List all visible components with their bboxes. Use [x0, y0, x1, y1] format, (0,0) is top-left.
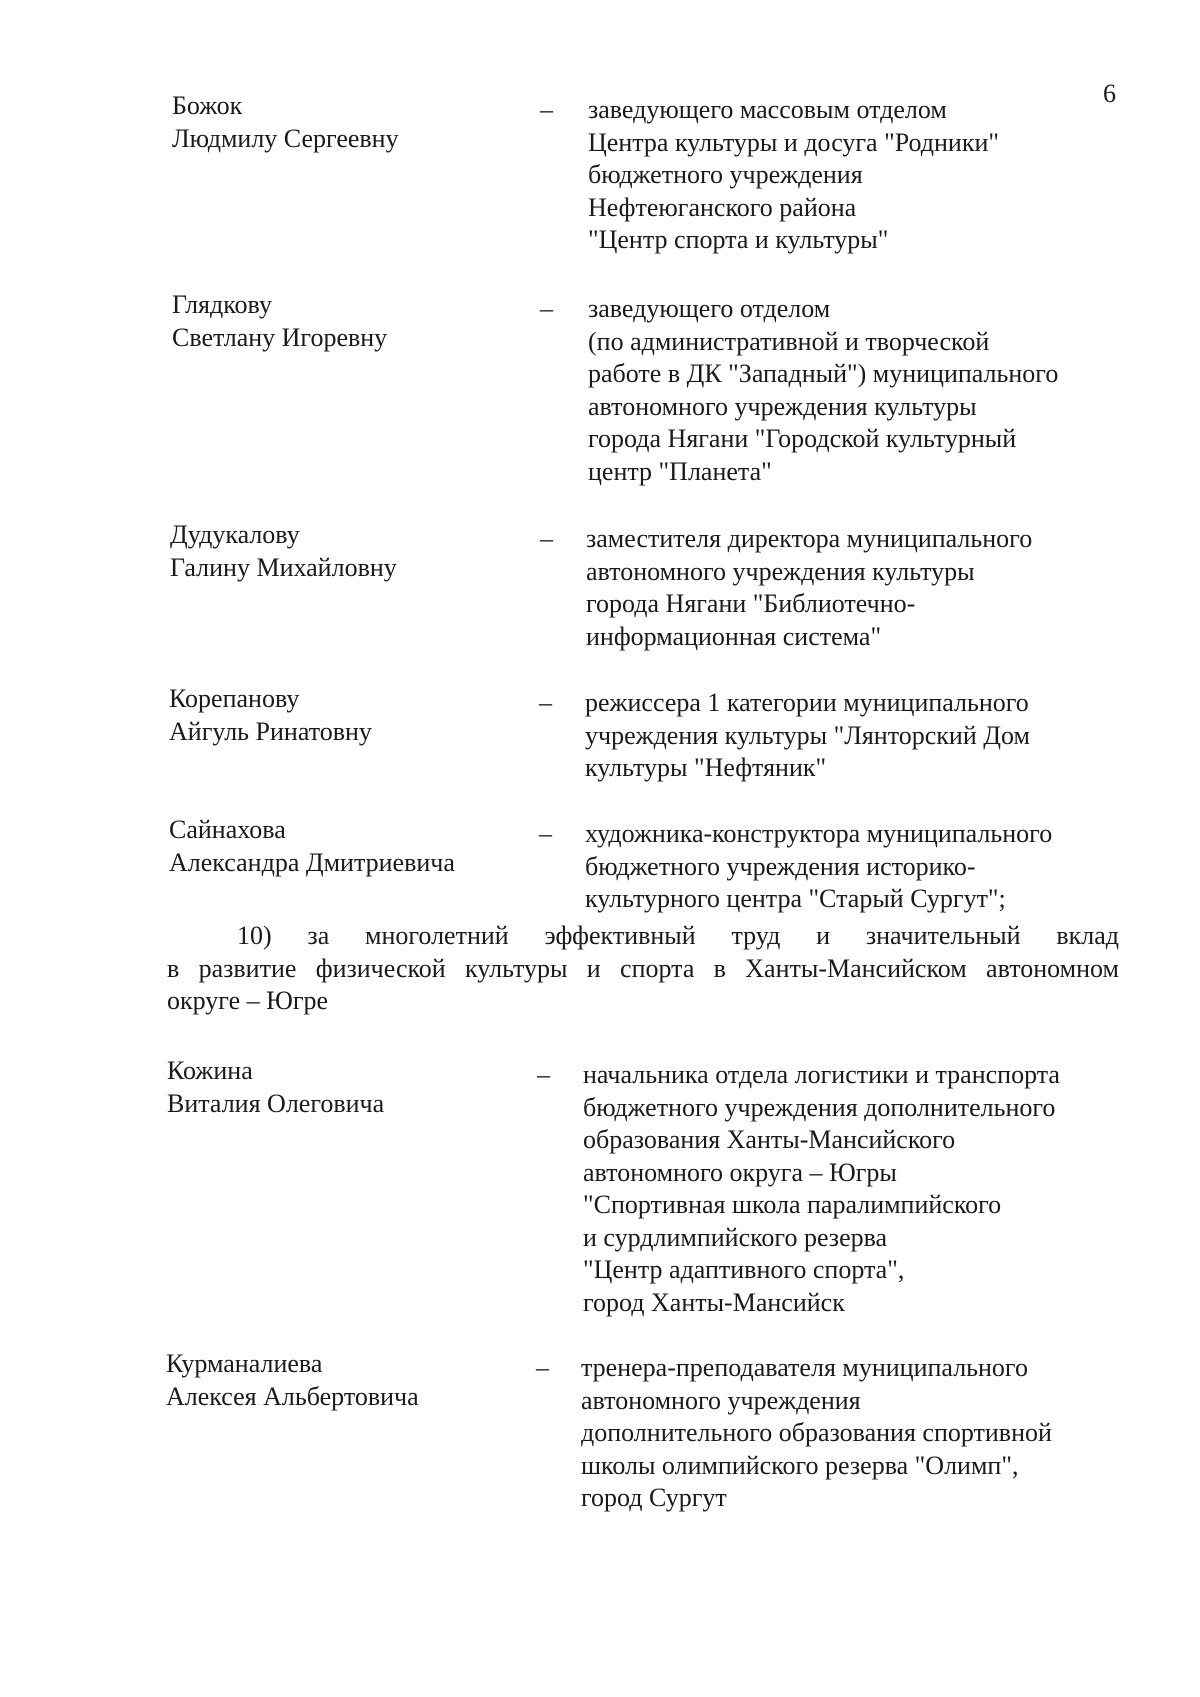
description-line: заведующего массовым отделом: [588, 95, 947, 124]
description-line: школы олимпийского резерва "Олимп",: [581, 1450, 1019, 1480]
description-line: автономного учреждения культуры: [588, 391, 977, 421]
position-description: [586, 523, 1106, 653]
description-line: "Спортивная школа паралимпийского: [583, 1190, 1002, 1219]
description-line: Центра культуры и досуга "Родники": [588, 127, 999, 157]
surname: Курманалиева: [166, 1349, 323, 1378]
dash-separator: –: [540, 294, 553, 323]
section-paragraph: [167, 920, 1119, 1018]
given-names: Галину Михайловну: [170, 552, 397, 582]
description-line: и сурдлимпийского резерва: [583, 1222, 888, 1252]
description-line: работе в ДК "Западный") муниципального: [588, 359, 1059, 388]
surname: Божок: [172, 91, 243, 120]
paragraph-line: 10) за многолетний эффективный труд и значительный вклад: [237, 921, 1119, 950]
given-names: Людмилу Сергеевну: [172, 123, 399, 153]
person-name: [172, 289, 542, 354]
description-line: заместителя директора муниципального: [586, 524, 1033, 553]
description-line: культурного центра "Старый Сургут";: [585, 884, 1006, 913]
description-line: культуры "Нефтяник": [585, 753, 827, 782]
description-line: города Нягани "Библиотечно-: [586, 589, 916, 618]
person-name: [167, 1055, 537, 1120]
person-name: [170, 519, 540, 584]
surname: Дудукалову: [170, 520, 300, 549]
surname: Кожина: [167, 1056, 253, 1085]
given-names: Светлану Игоревну: [172, 322, 388, 352]
dash-separator: –: [540, 95, 553, 124]
position-description: [581, 1352, 1101, 1515]
description-line: бюджетного учреждения историко-: [585, 851, 976, 881]
description-line: "Центр спорта и культуры": [588, 225, 889, 254]
surname: Сайнахова: [169, 815, 286, 844]
surname: Корепанову: [169, 684, 300, 713]
description-line: (по административной и творческой: [588, 326, 990, 356]
dash-separator: –: [537, 1060, 550, 1089]
description-line: автономного учреждения культуры: [586, 556, 975, 586]
description-line: Нефтеюганского района: [588, 192, 857, 222]
description-line: заведующего отделом: [588, 294, 831, 323]
description-line: начальника отдела логистики и транспорта: [583, 1060, 1060, 1089]
description-line: образования Ханты-Мансийского: [583, 1125, 956, 1154]
position-description: [583, 1059, 1103, 1319]
paragraph-line: округе – Югре: [167, 986, 329, 1015]
surname: Глядкову: [172, 290, 272, 319]
description-line: город Сургут: [581, 1483, 727, 1512]
description-line: "Центр адаптивного спорта",: [583, 1255, 905, 1284]
person-name: [172, 90, 542, 155]
position-description: [585, 818, 1105, 916]
description-line: автономного округа – Югры: [583, 1157, 897, 1187]
position-description: [585, 687, 1105, 785]
given-names: Алексея Альбертовича: [166, 1381, 419, 1411]
given-names: Айгуль Ринатовну: [169, 716, 372, 746]
paragraph-line: в развитие физической культуры и спорта в Ханты-Мансийском автономном: [167, 953, 1119, 983]
dash-separator: –: [540, 524, 553, 553]
person-name: [166, 1348, 536, 1413]
person-name: [169, 683, 539, 748]
description-line: бюджетного учреждения дополнительного: [583, 1092, 1056, 1122]
description-line: художника-конструктора муниципального: [585, 819, 1053, 848]
given-names: Виталия Олеговича: [167, 1088, 385, 1118]
description-line: режиссера 1 категории муниципального: [585, 688, 1029, 717]
page-number: 6: [1103, 79, 1116, 108]
dash-separator: –: [539, 688, 552, 717]
description-line: города Нягани "Городской культурный: [588, 424, 1017, 453]
dash-separator: –: [539, 819, 552, 848]
description-line: центр "Планета": [588, 456, 772, 486]
position-description: [588, 293, 1108, 488]
given-names: Александра Дмитриевича: [169, 847, 455, 877]
description-line: информационная система": [586, 621, 882, 651]
description-line: город Ханты-Мансийск: [583, 1287, 845, 1317]
description-line: учреждения культуры "Лянторский Дом: [585, 720, 1030, 750]
person-name: [169, 814, 539, 879]
position-description: [588, 94, 1108, 257]
description-line: автономного учреждения: [581, 1385, 861, 1415]
description-line: тренера-преподавателя муниципального: [581, 1353, 1028, 1382]
dash-separator: –: [536, 1353, 549, 1382]
description-line: бюджетного учреждения: [588, 160, 863, 189]
description-line: дополнительного образования спортивной: [581, 1418, 1052, 1447]
